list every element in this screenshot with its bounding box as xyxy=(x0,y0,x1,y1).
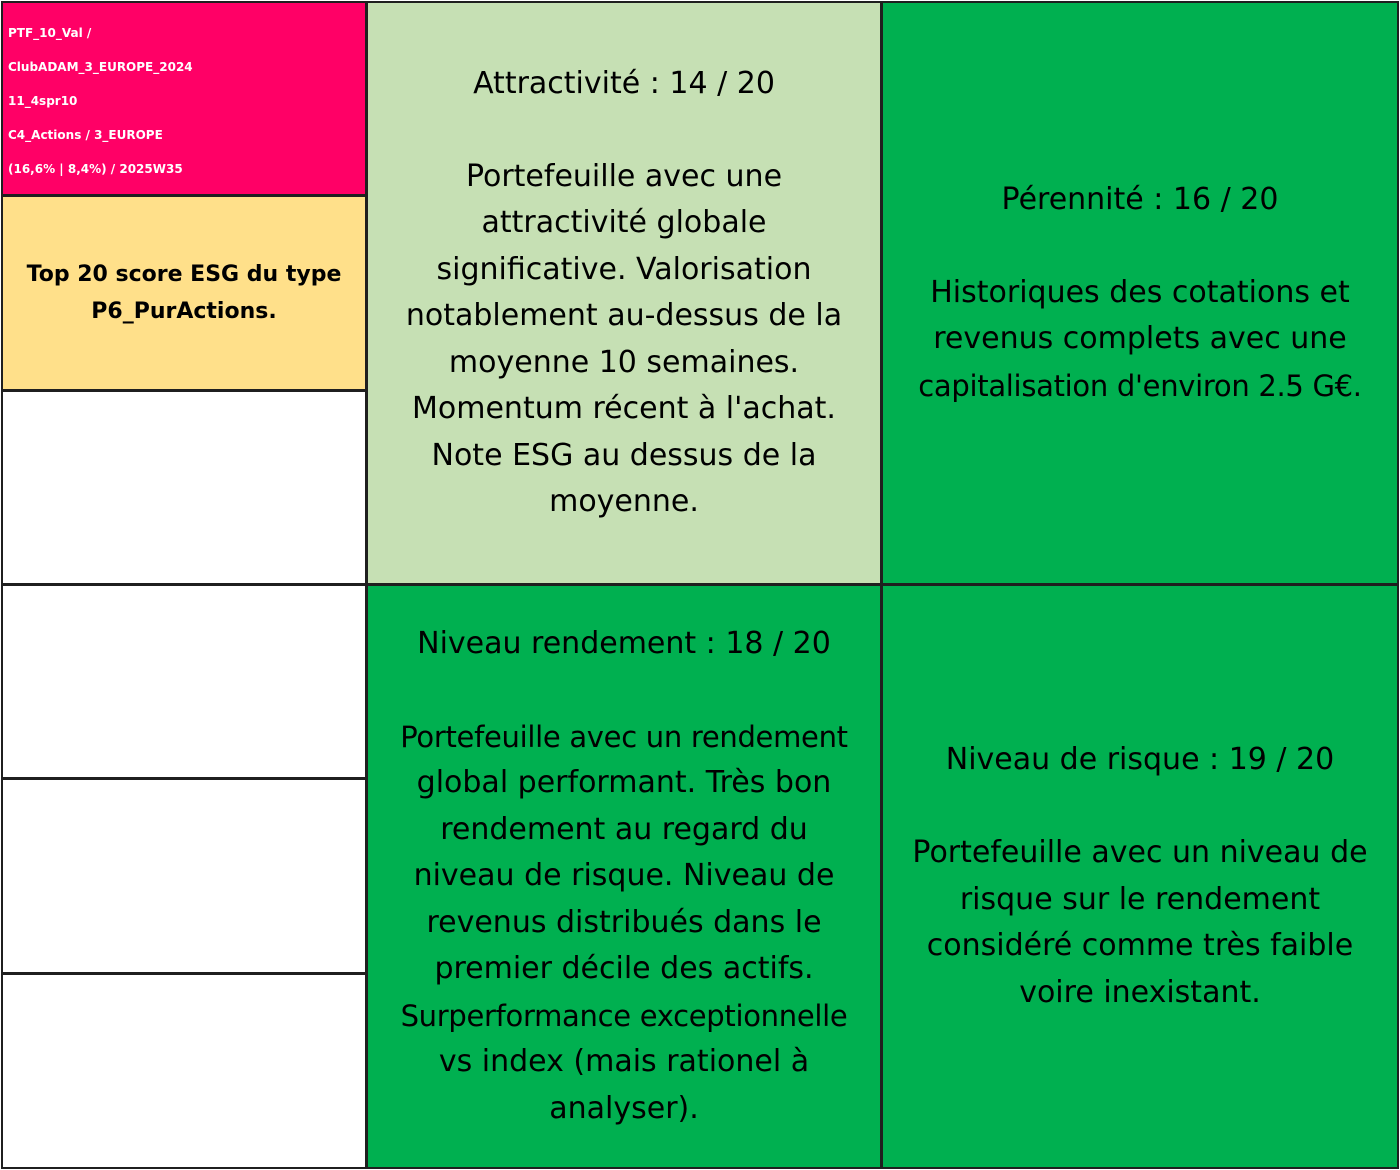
risque-heading: Niveau de risque : 19 / 20 xyxy=(945,742,1335,777)
risque-text-line: Portefeuille avec un niveau de xyxy=(912,835,1368,870)
attractivite-text-line: attractivité globale xyxy=(481,205,767,240)
risque-text-line: risque sur le rendement xyxy=(959,881,1321,917)
rendement-text-line: rendement au regard du xyxy=(440,811,808,847)
portfolio-title-line: (16,6% | 8,4%) / 2025W35 xyxy=(8,162,183,176)
empty-cell xyxy=(1,778,367,974)
attractivite-text-line: Momentum récent à l'achat. xyxy=(412,391,836,426)
perennite-text-line: Historiques des cotations et xyxy=(930,274,1350,310)
attractivite-text-line: Portefeuille avec une xyxy=(465,158,783,194)
risque-cell xyxy=(881,584,1399,1169)
risque-text-line: considéré comme très faible xyxy=(926,928,1354,963)
perennite-cell xyxy=(881,1,1399,585)
portfolio-title-line: C4_Actions / 3_EUROPE xyxy=(8,128,163,142)
rendement-text-line: Portefeuille avec un rendement xyxy=(400,719,848,754)
portfolio-title-cell xyxy=(1,1,367,196)
empty-cell xyxy=(1,390,367,585)
attractivite-text-line: notablement au-dessus de la xyxy=(405,298,843,333)
attractivite-text-line: moyenne. xyxy=(549,484,699,519)
portfolio-title-line: ClubADAM_3_EUROPE_2024 xyxy=(8,60,193,74)
rendement-text-line: Surperformance exceptionnelle xyxy=(400,998,848,1033)
empty-cell xyxy=(1,584,367,779)
attractivite-heading: Attractivité : 14 / 20 xyxy=(473,65,775,101)
esg-type-line: Top 20 score ESG du type xyxy=(26,262,342,287)
perennite-text-line: revenus complets avec une xyxy=(933,321,1347,357)
portfolio-title-line: 11_4spr10 xyxy=(8,94,78,108)
rendement-text-line: premier décile des actifs. xyxy=(434,951,814,987)
attractivite-cell xyxy=(366,1,882,585)
rendement-text-line: niveau de risque. Niveau de xyxy=(413,858,835,894)
attractivite-text-line: significative. Valorisation xyxy=(436,251,812,287)
rendement-heading: Niveau rendement : 18 / 20 xyxy=(417,625,831,661)
empty-cell xyxy=(1,973,367,1169)
portfolio-title-line: PTF_10_Val / xyxy=(8,26,92,40)
rendement-text-line: vs index (mais rationel à xyxy=(438,1044,810,1080)
attractivite-text-line: moyenne 10 semaines. xyxy=(448,344,800,380)
risque-text-line: voire inexistant. xyxy=(1019,974,1261,1010)
rendement-text-line: revenus distribués dans le xyxy=(426,904,822,940)
attractivite-text-line: Note ESG au dessus de la xyxy=(431,437,817,473)
perennite-text-line: capitalisation d'environ 2.5 G€. xyxy=(918,368,1362,403)
rendement-text-line: global performant. Très bon xyxy=(416,765,832,801)
perennite-heading: Pérennité : 16 / 20 xyxy=(1001,181,1279,217)
rendement-text-line: analyser). xyxy=(549,1090,699,1126)
esg-type-line: P6_PurActions. xyxy=(91,299,277,324)
rendement-cell xyxy=(366,584,882,1169)
esg-type-cell xyxy=(1,195,367,391)
